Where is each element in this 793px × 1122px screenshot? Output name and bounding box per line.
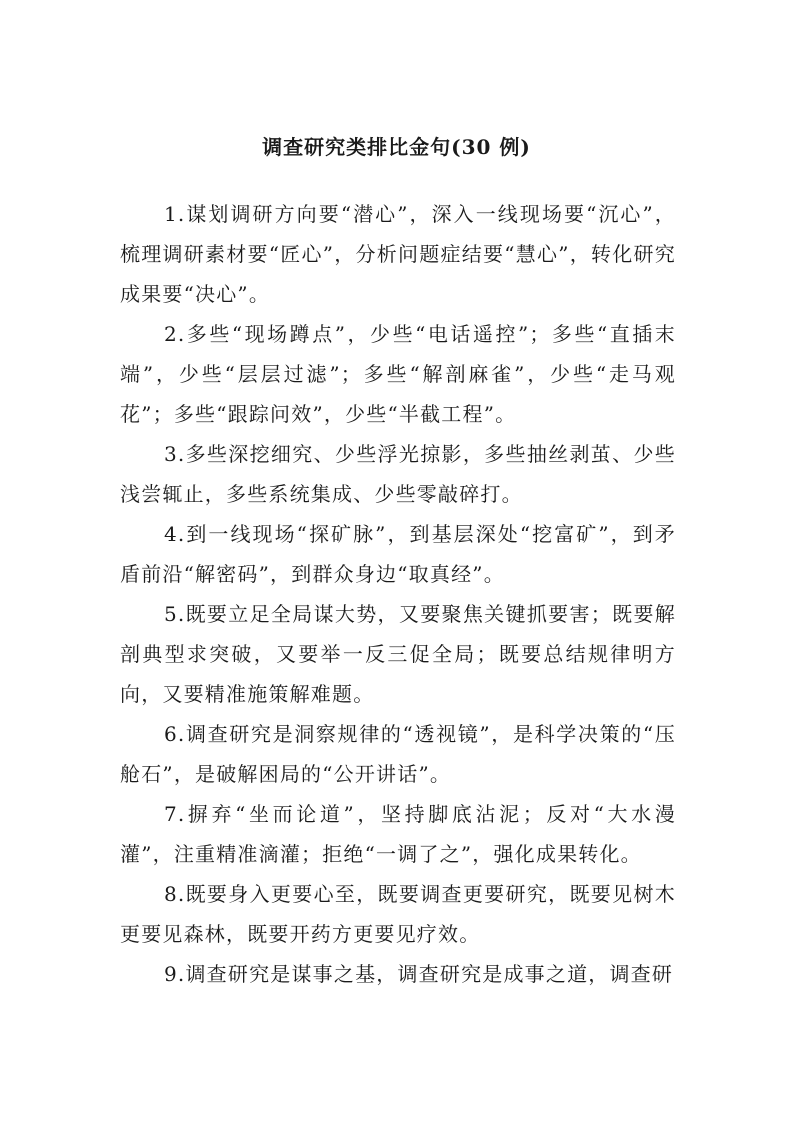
paragraph-3: 3.多些深挖细究、少些浮光掠影，多些抽丝剥茧、少些浅尝辄止，多些系统集成、少些零敲碎打。 xyxy=(120,442,676,506)
document-body xyxy=(120,194,676,994)
paragraph-1: 1.谋划调研方向要“潜心”，深入一线现场要“沉心”，梳理调研素材要“匠心”，分析问题症结要“慧心”，转化研究成果要“决心”。 xyxy=(120,202,676,306)
paragraph-2: 2.多些“现场蹲点”，少些“电话遥控”；多些“直插末端”，少些“层层过滤”；多些“解剖麻雀”，少些“走马观花”；多些“跟踪问效”，少些“半截工程”。 xyxy=(120,322,676,426)
paragraph-7: 7.摒弃“坐而论道”，坚持脚底沾泥；反对“大水漫灌”，注重精准滴灌；拒绝“一调了之”，强化成果转化。 xyxy=(120,802,676,866)
paragraph-5: 5.既要立足全局谋大势，又要聚焦关键抓要害；既要解剖典型求突破，又要举一反三促全局；既要总结规律明方向，又要精准施策解难题。 xyxy=(120,602,676,706)
paragraph-9: 9.调查研究是谋事之基，调查研究是成事之道，调查研 xyxy=(164,962,674,986)
document-title: 调查研究类排比金句(30 例) xyxy=(262,135,531,159)
paragraph-4: 4.到一线现场“探矿脉”，到基层深处“挖富矿”，到矛盾前沿“解密码”，到群众身边“取真经”。 xyxy=(120,522,676,586)
paragraph-6: 6.调查研究是洞察规律的“透视镜”，是科学决策的“压舱石”，是破解困局的“公开讲话”。 xyxy=(120,722,676,786)
paragraph-8: 8.既要身入更要心至，既要调查更要研究，既要见树木更要见森林，既要开药方更要见疗效。 xyxy=(120,882,676,946)
